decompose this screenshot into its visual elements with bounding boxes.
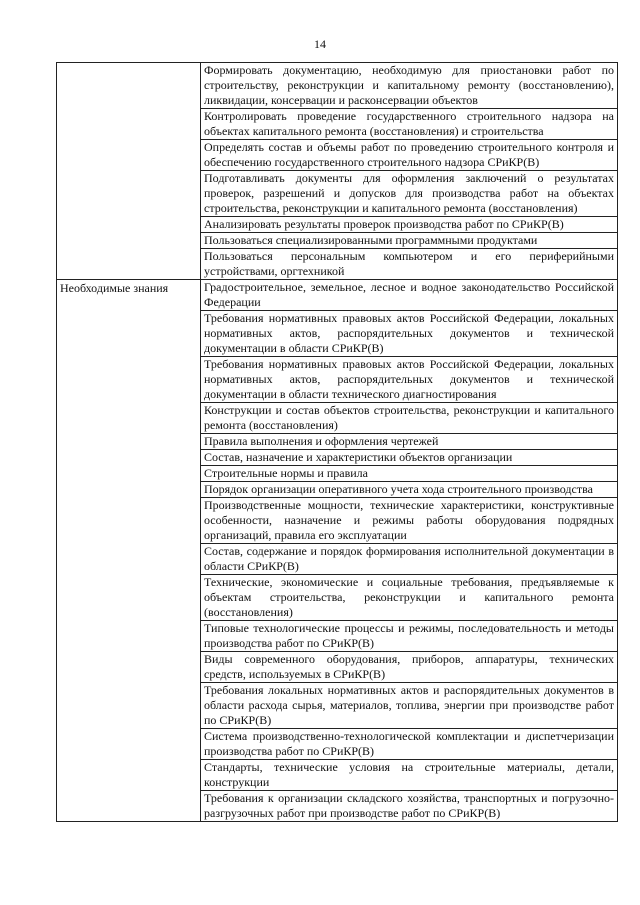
skill-item: Определять состав и объемы работ по проведению строительного контроля и обеспечению государственного строительного надзора СРиКР(В) [201, 140, 618, 171]
knowledge-item: Конструкции и состав объектов строительства, реконструкции и капитального ремонта (восстановления) [201, 403, 618, 434]
knowledge-item: Градостроительное, земельное, лесное и водное законодательство Российской Федерации [201, 280, 618, 311]
table-row [57, 63, 618, 109]
knowledge-item: Производственные мощности, технические характеристики, конструктивные особенности, назначение и режимы работы оборудования подрядных организаций, правила его эксплуатации [201, 498, 618, 544]
knowledge-item: Виды современного оборудования, приборов, аппаратуры, технических средств, используемых в СРиКР(В) [201, 652, 618, 683]
knowledge-item: Стандарты, технические условия на строительные материалы, детали, конструкции [201, 760, 618, 791]
skill-item: Подготавливать документы для оформления заключений о результатах проверок, разрешений и допусков для производства работ на объектах строительства, реконструкции и капитального ремонта (восстановления) [201, 171, 618, 217]
skill-item: Формировать документацию, необходимую для приостановки работ по строительству, реконструкции и капитальному ремонту (восстановлению), ликвидации, консервации и расконсервации объектов [201, 63, 618, 109]
knowledge-item: Состав, назначение и характеристики объектов организации [201, 450, 618, 466]
knowledge-item: Требования нормативных правовых актов Российской Федерации, локальных нормативных актов, распорядительных документов и технической документации в области СРиКР(В) [201, 311, 618, 357]
table-row [57, 280, 618, 311]
knowledge-item: Порядок организации оперативного учета хода строительного производства [201, 482, 618, 498]
knowledge-item: Правила выполнения и оформления чертежей [201, 434, 618, 450]
competency-table [56, 62, 618, 822]
knowledge-item: Требования нормативных правовых актов Российской Федерации, локальных нормативных актов, распорядительных документов и технической документации в области технического диагностирования [201, 357, 618, 403]
knowledge-label-cell: Необходимые знания [57, 280, 201, 822]
skill-item: Пользоваться специализированными программными продуктами [201, 233, 618, 249]
knowledge-item: Типовые технологические процессы и режимы, последовательность и методы производства работ по СРиКР(В) [201, 621, 618, 652]
skill-item: Пользоваться персональным компьютером и его периферийными устройствами, оргтехникой [201, 249, 618, 280]
knowledge-item: Технические, экономические и социальные требования, предъявляемые к объектам строительства, реконструкции и капитального ремонта (восстановления) [201, 575, 618, 621]
knowledge-item: Требования локальных нормативных актов и распорядительных документов в области расхода сырья, материалов, топлива, энергии при производстве работ по СРиКР(В) [201, 683, 618, 729]
knowledge-item: Требования к организации складского хозяйства, транспортных и погрузочно-разгрузочных работ при производстве работ по СРиКР(В) [201, 791, 618, 822]
skill-item: Контролировать проведение государственного строительного надзора на объектах капитального ремонта (восстановления) и строительства [201, 109, 618, 140]
knowledge-item: Состав, содержание и порядок формирования исполнительной документации в области СРиКР(В) [201, 544, 618, 575]
skills-label-cell [57, 63, 201, 280]
knowledge-item: Система производственно-технологической комплектации и диспетчеризации производства работ по СРиКР(В) [201, 729, 618, 760]
page-number: 14 [314, 37, 326, 51]
skill-item: Анализировать результаты проверок производства работ по СРиКР(В) [201, 217, 618, 233]
knowledge-item: Строительные нормы и правила [201, 466, 618, 482]
